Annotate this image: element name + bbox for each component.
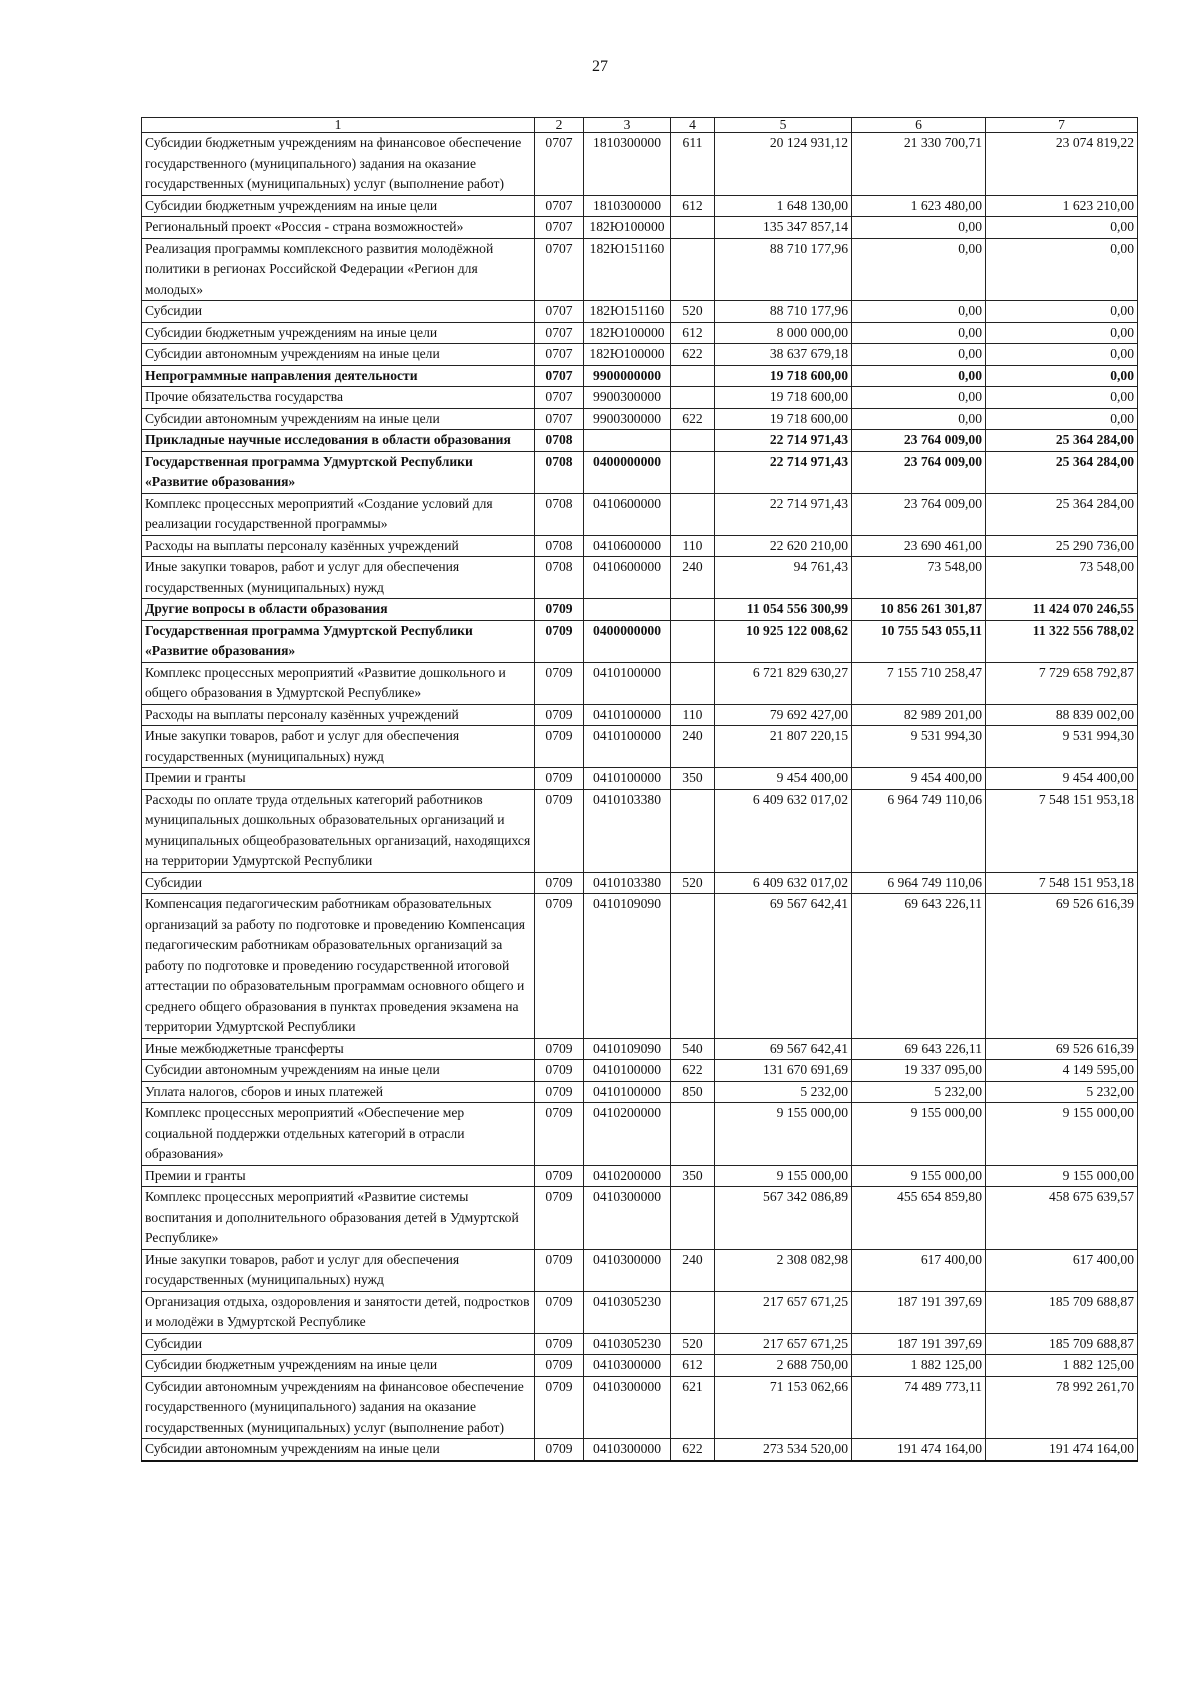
- expense-type-code: [671, 620, 715, 662]
- expense-type-code: 612: [671, 1355, 715, 1377]
- column-header: 7: [986, 118, 1138, 133]
- amount-col7: 11 322 556 788,02: [986, 620, 1138, 662]
- amount-col7: 0,00: [986, 217, 1138, 239]
- amount-col7: 25 364 284,00: [986, 451, 1138, 493]
- amount-col6: 9 155 000,00: [852, 1103, 986, 1166]
- column-header: 2: [535, 118, 584, 133]
- table-row: [142, 1376, 1138, 1439]
- table-row: [142, 557, 1138, 599]
- expense-type-code: 520: [671, 301, 715, 323]
- section-code: 0709: [535, 894, 584, 1039]
- item-name: Субсидии: [142, 301, 535, 323]
- expense-type-code: 240: [671, 726, 715, 768]
- amount-col7: 11 424 070 246,55: [986, 599, 1138, 621]
- table-row: [142, 301, 1138, 323]
- amount-col6: 455 654 859,80: [852, 1187, 986, 1250]
- amount-col6: 23 764 009,00: [852, 493, 986, 535]
- item-name: Уплата налогов, сборов и иных платежей: [142, 1081, 535, 1103]
- target-article-code: 0410100000: [584, 768, 671, 790]
- target-article-code: 1810300000: [584, 133, 671, 196]
- target-article-code: [584, 599, 671, 621]
- table-row: [142, 493, 1138, 535]
- target-article-code: 182Ю100000: [584, 344, 671, 366]
- expense-type-code: 611: [671, 133, 715, 196]
- item-name: Прочие обязательства государства: [142, 387, 535, 409]
- amount-col5: 217 657 671,25: [715, 1291, 852, 1333]
- item-name: Непрограммные направления деятельности: [142, 365, 535, 387]
- table-row: [142, 1439, 1138, 1461]
- amount-col6: 0,00: [852, 322, 986, 344]
- expense-type-code: [671, 599, 715, 621]
- expense-type-code: 612: [671, 195, 715, 217]
- amount-col5: 9 155 000,00: [715, 1103, 852, 1166]
- amount-col5: 9 155 000,00: [715, 1165, 852, 1187]
- item-name: Субсидии бюджетным учреждениям на иные цели: [142, 195, 535, 217]
- expense-type-code: 350: [671, 1165, 715, 1187]
- item-name: Комплекс процессных мероприятий «Развитие дошкольного и общего образования в Удмуртской Республике»: [142, 662, 535, 704]
- section-code: 0709: [535, 1291, 584, 1333]
- section-code: 0708: [535, 430, 584, 452]
- amount-col5: 69 567 642,41: [715, 894, 852, 1039]
- expense-type-code: [671, 365, 715, 387]
- amount-col5: 19 718 600,00: [715, 408, 852, 430]
- amount-col7: 9 531 994,30: [986, 726, 1138, 768]
- section-code: 0709: [535, 768, 584, 790]
- amount-col6: 0,00: [852, 365, 986, 387]
- table-row: [142, 1333, 1138, 1355]
- amount-col6: 0,00: [852, 408, 986, 430]
- section-code: 0709: [535, 726, 584, 768]
- section-code: 0709: [535, 1038, 584, 1060]
- target-article-code: 0410109090: [584, 894, 671, 1039]
- section-code: 0709: [535, 599, 584, 621]
- amount-col7: 0,00: [986, 408, 1138, 430]
- target-article-code: 0400000000: [584, 620, 671, 662]
- amount-col7: 0,00: [986, 301, 1138, 323]
- amount-col6: 0,00: [852, 217, 986, 239]
- expense-type-code: 110: [671, 704, 715, 726]
- amount-col6: 1 882 125,00: [852, 1355, 986, 1377]
- amount-col5: 22 714 971,43: [715, 493, 852, 535]
- section-code: 0708: [535, 493, 584, 535]
- amount-col6: 0,00: [852, 301, 986, 323]
- item-name: Расходы на выплаты персоналу казённых учреждений: [142, 535, 535, 557]
- table-row: [142, 344, 1138, 366]
- amount-col6: 1 623 480,00: [852, 195, 986, 217]
- amount-col6: 9 531 994,30: [852, 726, 986, 768]
- target-article-code: 0410103380: [584, 872, 671, 894]
- item-name: Иные закупки товаров, работ и услуг для обеспечения государственных (муниципальных) нужд: [142, 557, 535, 599]
- table-row: [142, 1187, 1138, 1250]
- section-code: 0707: [535, 322, 584, 344]
- table-row: [142, 430, 1138, 452]
- item-name: Реализация программы комплексного развития молодёжной политики в регионах Российской Федерации «Регион для молодых»: [142, 238, 535, 301]
- amount-col6: 9 155 000,00: [852, 1165, 986, 1187]
- column-header: 6: [852, 118, 986, 133]
- section-code: 0708: [535, 557, 584, 599]
- table-row: [142, 365, 1138, 387]
- amount-col5: 79 692 427,00: [715, 704, 852, 726]
- item-name: Другие вопросы в области образования: [142, 599, 535, 621]
- target-article-code: 0410300000: [584, 1439, 671, 1461]
- item-name: Государственная программа Удмуртской Республики «Развитие образования»: [142, 620, 535, 662]
- table-row: [142, 599, 1138, 621]
- section-code: 0709: [535, 620, 584, 662]
- amount-col5: 88 710 177,96: [715, 301, 852, 323]
- target-article-code: 182Ю100000: [584, 217, 671, 239]
- amount-col6: 9 454 400,00: [852, 768, 986, 790]
- amount-col6: 19 337 095,00: [852, 1060, 986, 1082]
- amount-col7: 185 709 688,87: [986, 1333, 1138, 1355]
- item-name: Субсидии бюджетным учреждениям на иные цели: [142, 1355, 535, 1377]
- amount-col6: 74 489 773,11: [852, 1376, 986, 1439]
- amount-col7: 0,00: [986, 322, 1138, 344]
- section-code: 0709: [535, 789, 584, 872]
- item-name: Субсидии автономным учреждениям на финансовое обеспечение государственного (муниципального) задания на оказание государственных (муниципальных) услуг (выполнение работ): [142, 1376, 535, 1439]
- amount-col7: 9 155 000,00: [986, 1165, 1138, 1187]
- table-row: [142, 1081, 1138, 1103]
- amount-col6: 6 964 749 110,06: [852, 789, 986, 872]
- item-name: Субсидии автономным учреждениям на иные цели: [142, 408, 535, 430]
- amount-col7: 25 290 736,00: [986, 535, 1138, 557]
- item-name: Премии и гранты: [142, 1165, 535, 1187]
- table-row: [142, 1249, 1138, 1291]
- section-code: 0708: [535, 451, 584, 493]
- amount-col7: 5 232,00: [986, 1081, 1138, 1103]
- expense-type-code: [671, 387, 715, 409]
- amount-col7: 0,00: [986, 344, 1138, 366]
- section-code: 0709: [535, 1165, 584, 1187]
- target-article-code: 0410100000: [584, 704, 671, 726]
- amount-col7: 4 149 595,00: [986, 1060, 1138, 1082]
- target-article-code: 0410600000: [584, 493, 671, 535]
- table-body: [142, 133, 1138, 1461]
- amount-col7: 0,00: [986, 365, 1138, 387]
- expense-type-code: 240: [671, 557, 715, 599]
- item-name: Организация отдыха, оздоровления и занятости детей, подростков и молодёжи в Удмуртской Республике: [142, 1291, 535, 1333]
- target-article-code: 9900300000: [584, 408, 671, 430]
- section-code: 0707: [535, 408, 584, 430]
- amount-col7: 7 729 658 792,87: [986, 662, 1138, 704]
- table-row: [142, 620, 1138, 662]
- item-name: Комплекс процессных мероприятий «Обеспечение мер социальной поддержки отдельных категорий в отрасли образования»: [142, 1103, 535, 1166]
- target-article-code: 0410305230: [584, 1333, 671, 1355]
- section-code: 0709: [535, 1439, 584, 1461]
- target-article-code: 0410100000: [584, 662, 671, 704]
- amount-col7: 458 675 639,57: [986, 1187, 1138, 1250]
- table-row: [142, 195, 1138, 217]
- amount-col5: 6 409 632 017,02: [715, 789, 852, 872]
- table-row: [142, 1355, 1138, 1377]
- expense-type-code: [671, 789, 715, 872]
- section-code: 0709: [535, 1249, 584, 1291]
- amount-col6: 191 474 164,00: [852, 1439, 986, 1461]
- amount-col5: 135 347 857,14: [715, 217, 852, 239]
- column-header: 1: [142, 118, 535, 133]
- amount-col5: 217 657 671,25: [715, 1333, 852, 1355]
- item-name: Субсидии бюджетным учреждениям на иные цели: [142, 322, 535, 344]
- expense-type-code: [671, 1187, 715, 1250]
- amount-col7: 1 623 210,00: [986, 195, 1138, 217]
- amount-col5: 273 534 520,00: [715, 1439, 852, 1461]
- expense-type-code: 520: [671, 872, 715, 894]
- section-code: 0707: [535, 301, 584, 323]
- expense-type-code: 612: [671, 322, 715, 344]
- item-name: Прикладные научные исследования в области образования: [142, 430, 535, 452]
- amount-col6: 0,00: [852, 238, 986, 301]
- section-code: 0709: [535, 872, 584, 894]
- amount-col5: 567 342 086,89: [715, 1187, 852, 1250]
- table-row: [142, 1103, 1138, 1166]
- item-name: Субсидии автономным учреждениям на иные цели: [142, 344, 535, 366]
- expense-type-code: 622: [671, 344, 715, 366]
- amount-col7: 1 882 125,00: [986, 1355, 1138, 1377]
- amount-col7: 25 364 284,00: [986, 430, 1138, 452]
- table-row: [142, 535, 1138, 557]
- expense-type-code: 240: [671, 1249, 715, 1291]
- section-code: 0707: [535, 238, 584, 301]
- target-article-code: 0410103380: [584, 789, 671, 872]
- target-article-code: 0410109090: [584, 1038, 671, 1060]
- table-row: [142, 1038, 1138, 1060]
- amount-col5: 69 567 642,41: [715, 1038, 852, 1060]
- item-name: Субсидии автономным учреждениям на иные цели: [142, 1060, 535, 1082]
- item-name: Компенсация педагогическим работникам образовательных организаций за работу по подготовке и проведению Компенсация педагогическим работникам образовательных организаций за работу по подготовке и проведению государственной итоговой аттестации по образовательным программам основного общего и среднего общего образования в пунктах проведения экзамена на территории Удмуртской Республики: [142, 894, 535, 1039]
- item-name: Расходы по оплате труда отдельных категорий работников муниципальных дошкольных образовательных организаций и муниципальных общеобразовательных организаций, находящихся на территории Удмуртской Республики: [142, 789, 535, 872]
- amount-col5: 22 714 971,43: [715, 451, 852, 493]
- section-code: 0707: [535, 195, 584, 217]
- amount-col6: 617 400,00: [852, 1249, 986, 1291]
- item-name: Субсидии: [142, 1333, 535, 1355]
- table-row: [142, 1165, 1138, 1187]
- table-row: [142, 408, 1138, 430]
- amount-col5: 5 232,00: [715, 1081, 852, 1103]
- amount-col7: 7 548 151 953,18: [986, 872, 1138, 894]
- amount-col7: 9 454 400,00: [986, 768, 1138, 790]
- target-article-code: 0410100000: [584, 1081, 671, 1103]
- amount-col7: 69 526 616,39: [986, 1038, 1138, 1060]
- amount-col5: 1 648 130,00: [715, 195, 852, 217]
- amount-col6: 5 232,00: [852, 1081, 986, 1103]
- amount-col5: 131 670 691,69: [715, 1060, 852, 1082]
- amount-col6: 187 191 397,69: [852, 1291, 986, 1333]
- amount-col6: 10 755 543 055,11: [852, 620, 986, 662]
- section-code: 0709: [535, 1060, 584, 1082]
- amount-col7: 25 364 284,00: [986, 493, 1138, 535]
- column-header: 3: [584, 118, 671, 133]
- amount-col7: 23 074 819,22: [986, 133, 1138, 196]
- table-row: [142, 872, 1138, 894]
- target-article-code: 0400000000: [584, 451, 671, 493]
- amount-col6: 0,00: [852, 387, 986, 409]
- column-header: 4: [671, 118, 715, 133]
- section-code: 0708: [535, 535, 584, 557]
- amount-col6: 7 155 710 258,47: [852, 662, 986, 704]
- amount-col5: 10 925 122 008,62: [715, 620, 852, 662]
- target-article-code: 0410300000: [584, 1355, 671, 1377]
- section-code: 0709: [535, 1333, 584, 1355]
- section-code: 0707: [535, 344, 584, 366]
- amount-col7: 617 400,00: [986, 1249, 1138, 1291]
- amount-col7: 185 709 688,87: [986, 1291, 1138, 1333]
- target-article-code: 0410305230: [584, 1291, 671, 1333]
- amount-col6: 23 690 461,00: [852, 535, 986, 557]
- amount-col5: 88 710 177,96: [715, 238, 852, 301]
- target-article-code: 0410300000: [584, 1376, 671, 1439]
- amount-col5: 6 409 632 017,02: [715, 872, 852, 894]
- table-row: [142, 238, 1138, 301]
- section-code: 0709: [535, 1081, 584, 1103]
- item-name: Иные межбюджетные трансферты: [142, 1038, 535, 1060]
- amount-col5: 19 718 600,00: [715, 365, 852, 387]
- amount-col6: 23 764 009,00: [852, 451, 986, 493]
- target-article-code: 0410300000: [584, 1187, 671, 1250]
- amount-col5: 71 153 062,66: [715, 1376, 852, 1439]
- section-code: 0709: [535, 704, 584, 726]
- amount-col7: 0,00: [986, 238, 1138, 301]
- amount-col6: 187 191 397,69: [852, 1333, 986, 1355]
- amount-col5: 38 637 679,18: [715, 344, 852, 366]
- amount-col5: 8 000 000,00: [715, 322, 852, 344]
- amount-col5: 94 761,43: [715, 557, 852, 599]
- table-header-row: [142, 118, 1138, 133]
- target-article-code: 0410100000: [584, 726, 671, 768]
- target-article-code: 0410200000: [584, 1165, 671, 1187]
- amount-col5: 9 454 400,00: [715, 768, 852, 790]
- section-code: 0709: [535, 1103, 584, 1166]
- amount-col5: 2 308 082,98: [715, 1249, 852, 1291]
- target-article-code: 9900000000: [584, 365, 671, 387]
- amount-col5: 22 714 971,43: [715, 430, 852, 452]
- amount-col6: 10 856 261 301,87: [852, 599, 986, 621]
- table-row: [142, 789, 1138, 872]
- expense-type-code: [671, 451, 715, 493]
- item-name: Иные закупки товаров, работ и услуг для обеспечения государственных (муниципальных) нужд: [142, 726, 535, 768]
- item-name: Государственная программа Удмуртской Республики «Развитие образования»: [142, 451, 535, 493]
- target-article-code: 0410600000: [584, 535, 671, 557]
- item-name: Субсидии: [142, 872, 535, 894]
- table-row: [142, 1291, 1138, 1333]
- target-article-code: 0410300000: [584, 1249, 671, 1291]
- amount-col7: 7 548 151 953,18: [986, 789, 1138, 872]
- item-name: Комплекс процессных мероприятий «Создание условий для реализации государственной программы»: [142, 493, 535, 535]
- table-row: [142, 704, 1138, 726]
- amount-col7: 88 839 002,00: [986, 704, 1138, 726]
- section-code: 0707: [535, 217, 584, 239]
- expense-type-code: [671, 894, 715, 1039]
- amount-col6: 82 989 201,00: [852, 704, 986, 726]
- expense-type-code: [671, 430, 715, 452]
- amount-col7: 191 474 164,00: [986, 1439, 1138, 1461]
- expense-type-code: [671, 493, 715, 535]
- amount-col5: 19 718 600,00: [715, 387, 852, 409]
- amount-col5: 20 124 931,12: [715, 133, 852, 196]
- item-name: Иные закупки товаров, работ и услуг для обеспечения государственных (муниципальных) нужд: [142, 1249, 535, 1291]
- amount-col7: 78 992 261,70: [986, 1376, 1138, 1439]
- item-name: Региональный проект «Россия - страна возможностей»: [142, 217, 535, 239]
- item-name: Субсидии автономным учреждениям на иные цели: [142, 1439, 535, 1461]
- table-row: [142, 133, 1138, 196]
- expense-type-code: 621: [671, 1376, 715, 1439]
- table-row: [142, 726, 1138, 768]
- amount-col6: 6 964 749 110,06: [852, 872, 986, 894]
- amount-col7: 0,00: [986, 387, 1138, 409]
- amount-col5: 2 688 750,00: [715, 1355, 852, 1377]
- expense-type-code: [671, 1103, 715, 1166]
- expense-type-code: [671, 217, 715, 239]
- expense-type-code: 520: [671, 1333, 715, 1355]
- amount-col6: 69 643 226,11: [852, 894, 986, 1039]
- item-name: Субсидии бюджетным учреждениям на финансовое обеспечение государственного (муниципального) задания на оказание государственных (муниципальных) услуг (выполнение работ): [142, 133, 535, 196]
- section-code: 0707: [535, 365, 584, 387]
- amount-col6: 23 764 009,00: [852, 430, 986, 452]
- item-name: Расходы на выплаты персоналу казённых учреждений: [142, 704, 535, 726]
- amount-col5: 22 620 210,00: [715, 535, 852, 557]
- amount-col7: 69 526 616,39: [986, 894, 1138, 1039]
- target-article-code: 182Ю151160: [584, 301, 671, 323]
- section-code: 0707: [535, 387, 584, 409]
- amount-col6: 21 330 700,71: [852, 133, 986, 196]
- expense-type-code: 110: [671, 535, 715, 557]
- expense-type-code: 622: [671, 408, 715, 430]
- amount-col6: 73 548,00: [852, 557, 986, 599]
- section-code: 0707: [535, 133, 584, 196]
- expense-type-code: 350: [671, 768, 715, 790]
- target-article-code: 182Ю151160: [584, 238, 671, 301]
- column-header: 5: [715, 118, 852, 133]
- amount-col6: 69 643 226,11: [852, 1038, 986, 1060]
- section-code: 0709: [535, 662, 584, 704]
- expense-type-code: [671, 238, 715, 301]
- item-name: Премии и гранты: [142, 768, 535, 790]
- table-row: [142, 451, 1138, 493]
- target-article-code: 0410200000: [584, 1103, 671, 1166]
- item-name: Комплекс процессных мероприятий «Развитие системы воспитания и дополнительного образования детей в Удмуртской Республике»: [142, 1187, 535, 1250]
- expense-type-code: 850: [671, 1081, 715, 1103]
- amount-col5: 21 807 220,15: [715, 726, 852, 768]
- target-article-code: 0410600000: [584, 557, 671, 599]
- expense-type-code: [671, 1291, 715, 1333]
- section-code: 0709: [535, 1187, 584, 1250]
- table-row: [142, 768, 1138, 790]
- table-row: [142, 894, 1138, 1039]
- table-row: [142, 387, 1138, 409]
- table-row: [142, 217, 1138, 239]
- amount-col5: 6 721 829 630,27: [715, 662, 852, 704]
- section-code: 0709: [535, 1355, 584, 1377]
- budget-table: [141, 117, 1138, 1462]
- target-article-code: 9900300000: [584, 387, 671, 409]
- table-row: [142, 1060, 1138, 1082]
- expense-type-code: 622: [671, 1439, 715, 1461]
- amount-col6: 0,00: [852, 344, 986, 366]
- target-article-code: 1810300000: [584, 195, 671, 217]
- table-row: [142, 322, 1138, 344]
- page-number: 27: [592, 58, 608, 75]
- target-article-code: 0410100000: [584, 1060, 671, 1082]
- expense-type-code: 622: [671, 1060, 715, 1082]
- amount-col7: 73 548,00: [986, 557, 1138, 599]
- section-code: 0709: [535, 1376, 584, 1439]
- amount-col7: 9 155 000,00: [986, 1103, 1138, 1166]
- expense-type-code: [671, 662, 715, 704]
- table-row: [142, 662, 1138, 704]
- target-article-code: [584, 430, 671, 452]
- expense-type-code: 540: [671, 1038, 715, 1060]
- target-article-code: 182Ю100000: [584, 322, 671, 344]
- amount-col5: 11 054 556 300,99: [715, 599, 852, 621]
